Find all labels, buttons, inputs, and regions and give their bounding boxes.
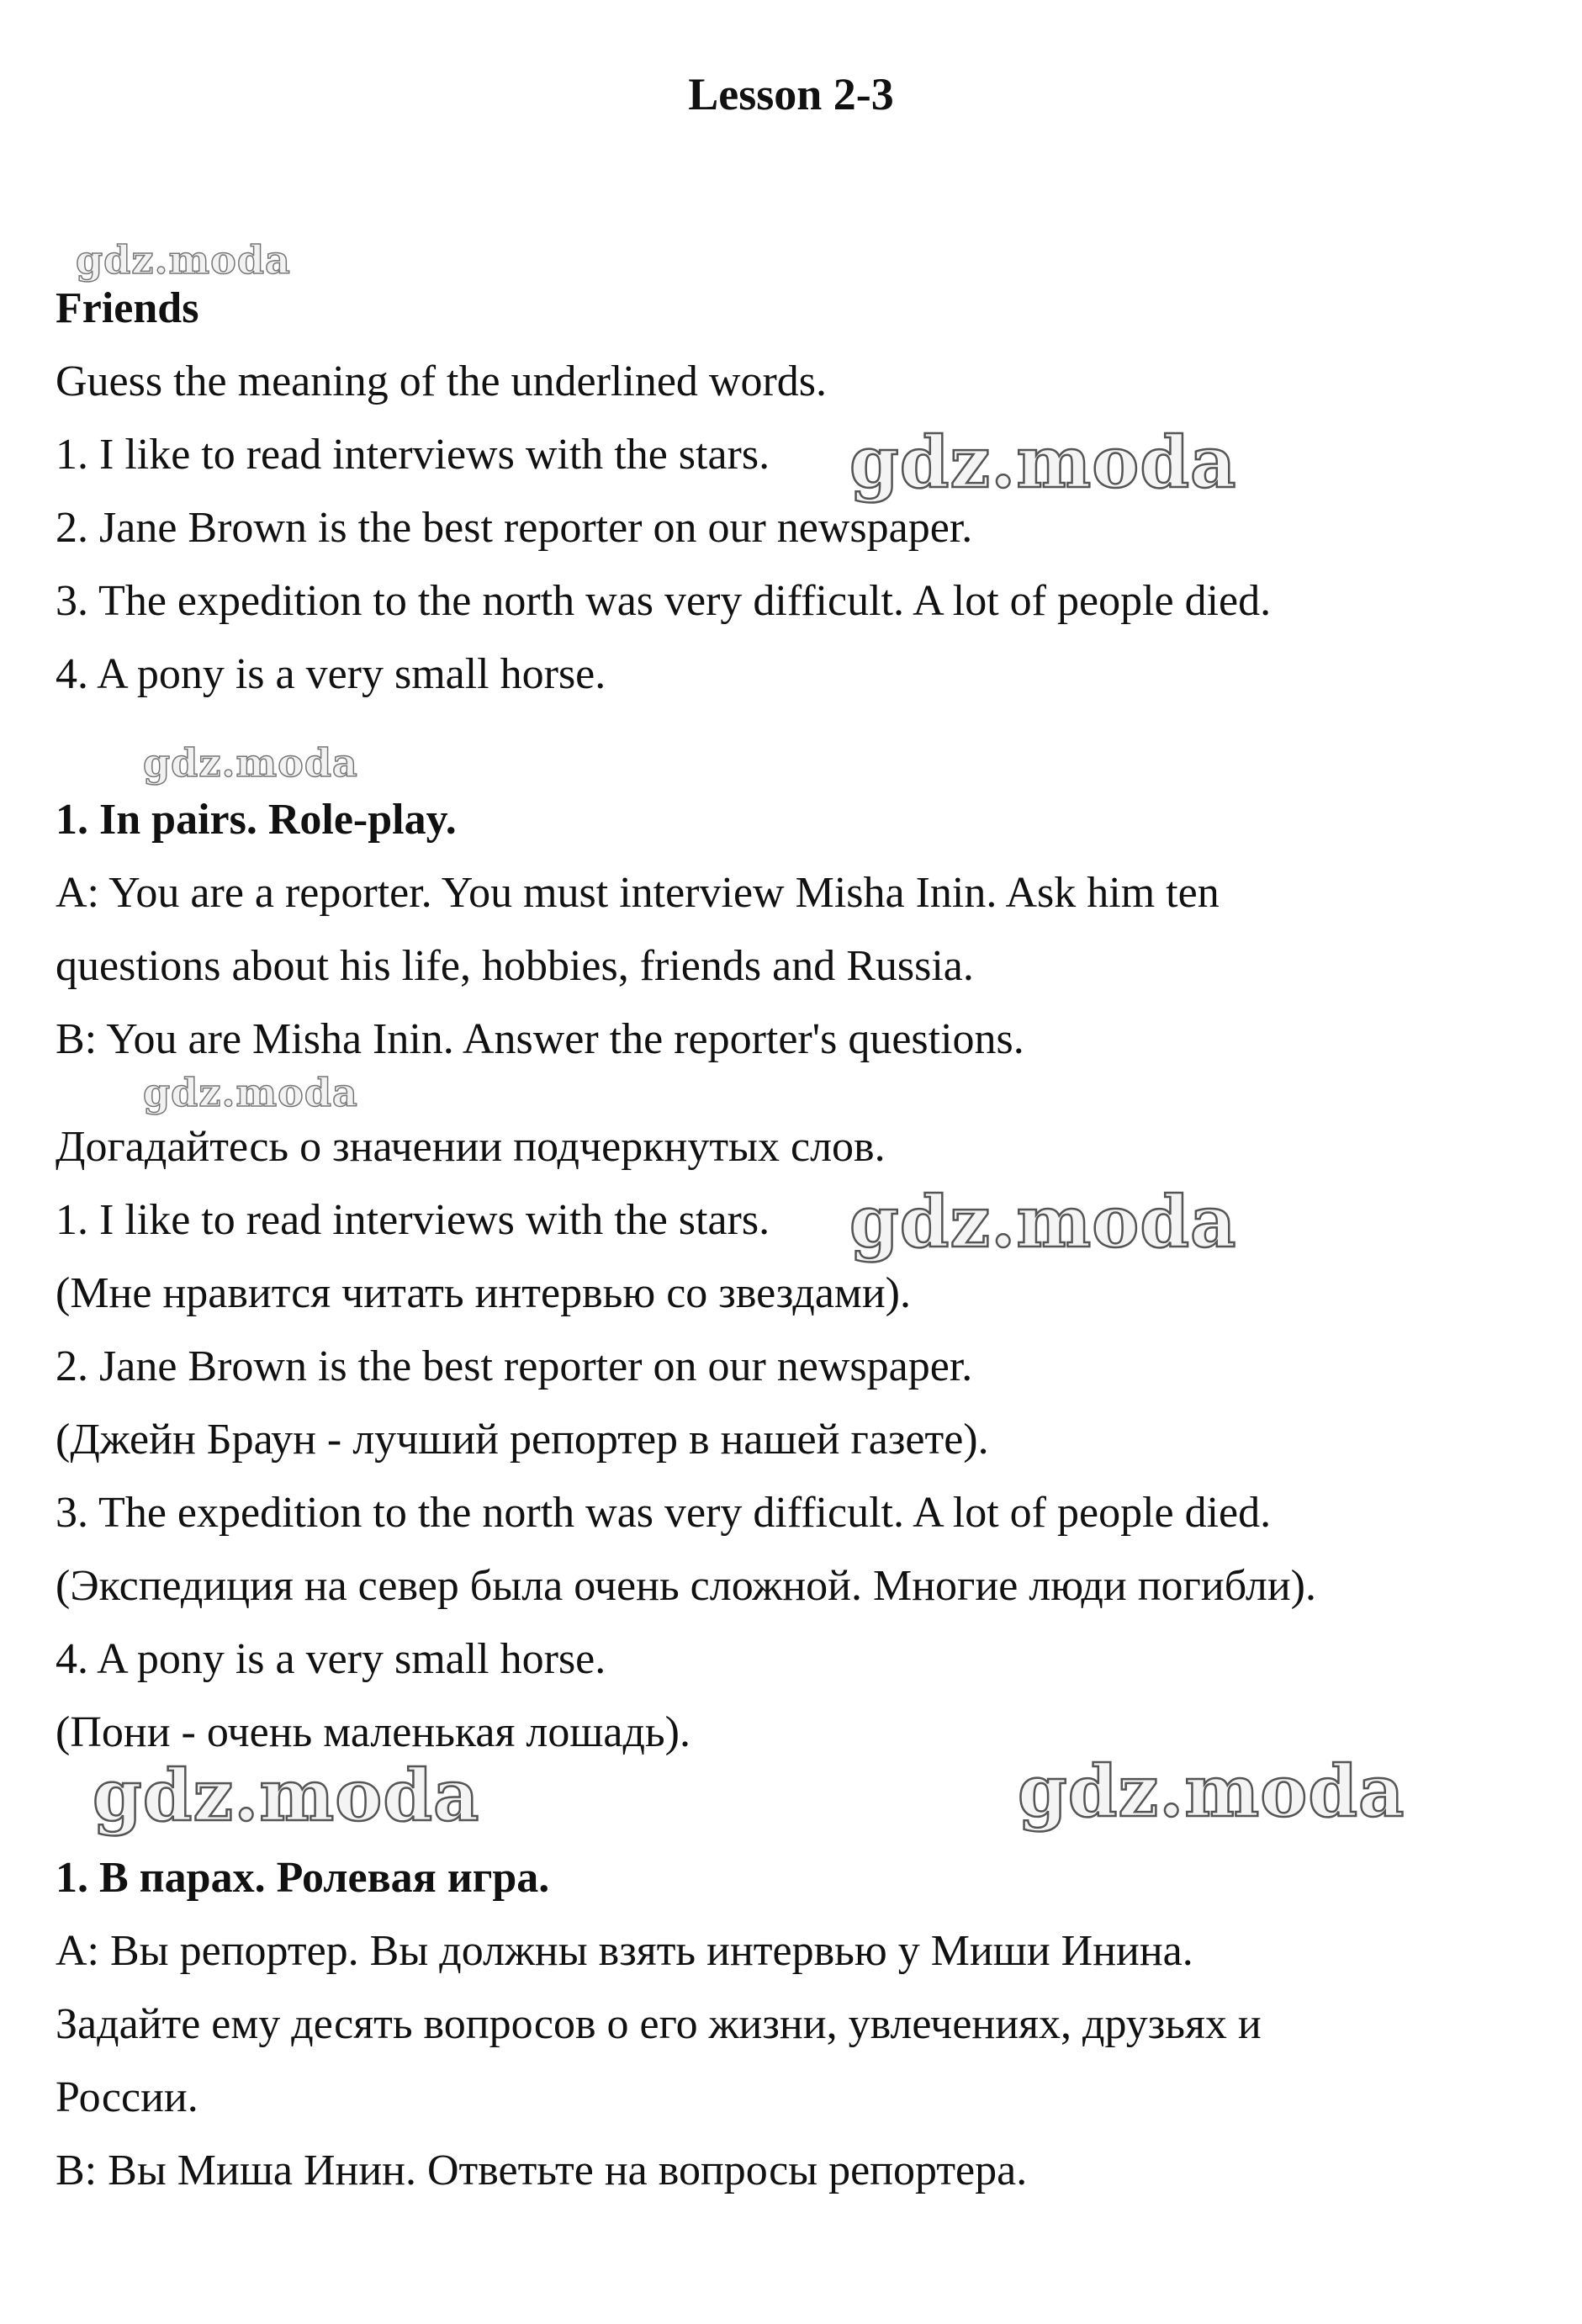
task-line: questions about his life, hobbies, friends and Russia. [56,942,974,990]
page-title: Lesson 2-3 [688,69,894,119]
task-heading: 1. In pairs. Role-play. [56,796,457,844]
exercise-item: 3. The expedition to the north was very difficult. A lot of people died. [56,1489,1272,1537]
watermark-logo: gdz.moda [849,421,1237,504]
exercise-item: 2. Jane Brown is the best reporter on our newspaper. [56,504,973,552]
task-heading: 1. В парах. Ролевая игра. [56,1854,550,1902]
instruction-text: Догадайтесь о значении подчеркнутых слов. [56,1123,886,1171]
translation-line: (Мне нравится читать интервью со звездами). [56,1269,911,1317]
task-line: А: Вы репортер. Вы должны взять интервью у Миши Инина. [56,1927,1193,1975]
task-line: Задайте ему десять вопросов о его жизни, увлечениях, друзьях и [56,2000,1262,2048]
exercise-item: 4. A pony is a very small horse. [56,650,606,698]
exercise-item: 1. I like to read interviews with the stars. [56,431,770,479]
translation-line: (Экспедиция на север была очень сложной. Многие люди погибли). [56,1562,1316,1610]
translation-line: (Джейн Браун - лучший репортер в нашей газете). [56,1416,989,1464]
task-line: A: You are a reporter. You must interview Misha Inin. Ask him ten [56,869,1220,917]
translation-line: (Пони - очень маленькая лошадь). [56,1708,690,1756]
watermark-logo: gdz.moda [1018,1750,1405,1833]
watermark-logo: gdz.moda [143,1070,358,1115]
instruction-text: Guess the meaning of the underlined words. [56,357,828,405]
watermark-logo: gdz.moda [143,740,358,786]
watermark-logo: gdz.moda [93,1754,480,1837]
exercise-item: 3. The expedition to the north was very difficult. A lot of people died. [56,577,1272,625]
task-line: B: You are Misha Inin. Answer the reporter's questions. [56,1015,1024,1063]
watermark-logo: gdz.moda [849,1180,1237,1263]
exercise-item: 2. Jane Brown is the best reporter on our newspaper. [56,1342,973,1390]
task-line: России. [56,2073,198,2121]
section-heading: Friends [56,284,199,332]
exercise-item: 1. I like to read interviews with the stars. [56,1196,770,1244]
exercise-item: 4. A pony is a very small horse. [56,1635,606,1683]
watermark-logo: gdz.moda [76,237,291,283]
task-line: В: Вы Миша Инин. Ответьте на вопросы репортера. [56,2147,1028,2194]
